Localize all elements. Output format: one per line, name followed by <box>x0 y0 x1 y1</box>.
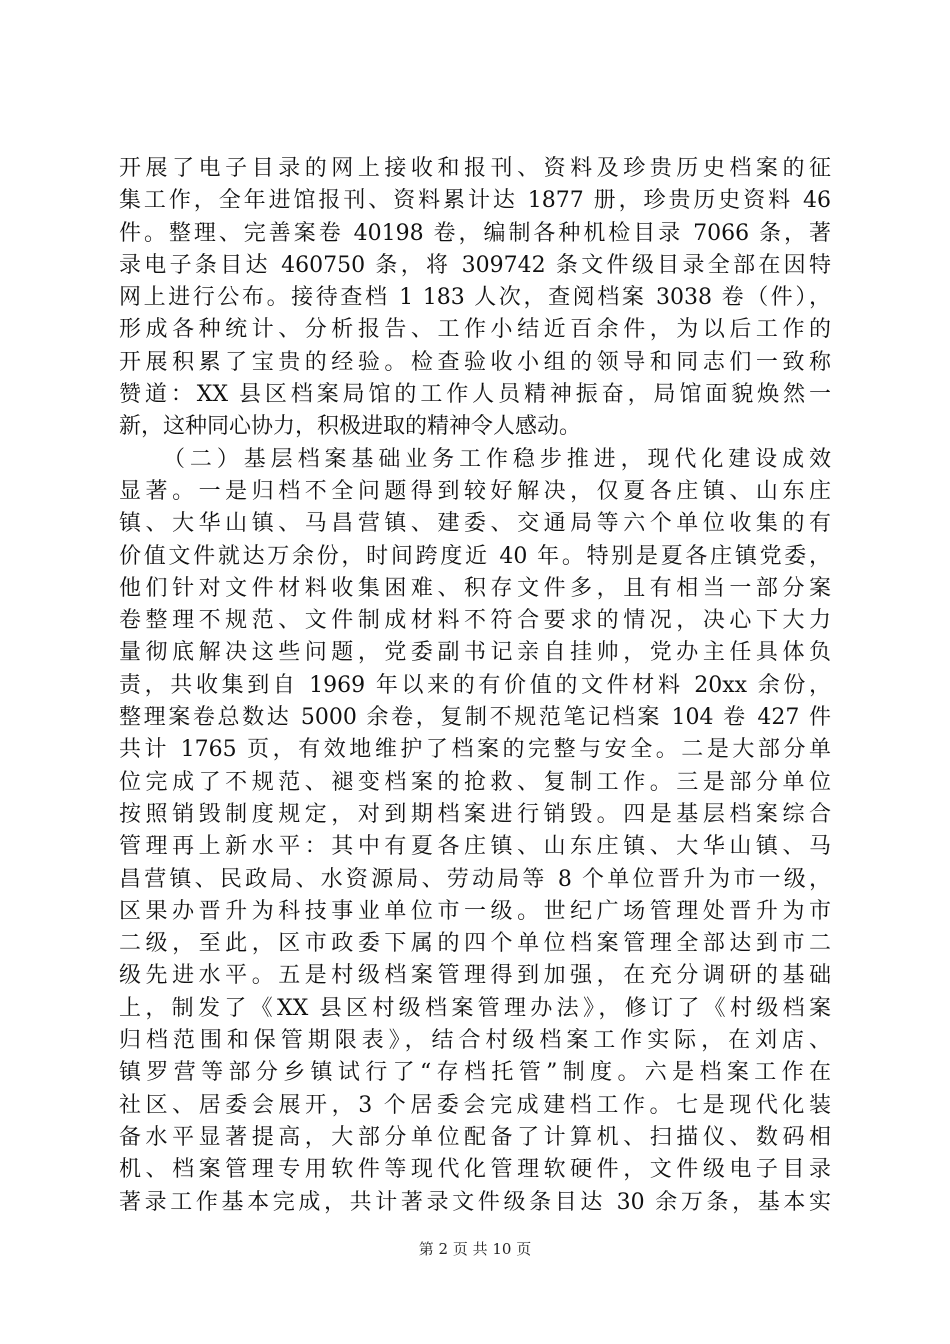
text-line: 级先进水平。五是村级档案管理得到加强，在充分调研的基础 <box>119 963 831 989</box>
text-line: 镇、大华山镇、马昌营镇、建委、交通局等六个单位收集的有 <box>119 511 831 537</box>
paragraph-end-line: 新，这种同心协力，积极进取的精神令人感动。 <box>119 414 582 440</box>
page-footer <box>0 1238 950 1259</box>
text-line: 整理案卷总数达 5000 余卷，复制不规范笔记档案 104 卷 427 件 <box>119 705 831 731</box>
text-line: 按照销毁制度规定，对到期档案进行销毁。四是基层档案综合 <box>119 801 831 827</box>
text-line: 录电子条目达 460750 条，将 309742 条文件级目录全部在因特 <box>119 252 831 278</box>
text-line: 显著。一是归档不全问题得到较好解决，仅夏各庄镇、山东庄 <box>119 478 831 504</box>
text-line: 他们针对文件材料收集困难、积存文件多，且有相当一部分案 <box>119 575 831 601</box>
document-body <box>119 153 831 1219</box>
text-line: 责，共收集到自 1969 年以来的有价值的文件材料 20xx 余份， <box>119 672 831 698</box>
text-line: 共计 1765 页，有效地维护了档案的完整与安全。二是大部分单 <box>119 737 831 763</box>
text-line: 网上进行公布。接待查档 1 183 人次，查阅档案 3038 卷（件）， <box>119 285 831 311</box>
text-line: 件。整理、完善案卷 40198 卷，编制各种机检目录 7066 条，著 <box>119 220 831 246</box>
text-line: 昌营镇、民政局、水资源局、劳动局等 8 个单位晋升为市一级， <box>119 866 831 892</box>
text-line: 镇罗营等部分乡镇试行了“存档托管”制度。六是档案工作在 <box>119 1060 831 1086</box>
text-line: 社区、居委会展开，3 个居委会完成建档工作。七是现代化装 <box>119 1092 831 1118</box>
text-line: 形成各种统计、分析报告、工作小结近百余件，为以后工作的 <box>119 317 831 343</box>
paragraph-start-line: （二）基层档案基础业务工作稳步推进，现代化建设成效 <box>163 446 831 472</box>
text-line: 二级，至此，区市政委下属的四个单位档案管理全部达到市二 <box>119 931 831 957</box>
text-line: 集工作，全年进馆报刊、资料累计达 1877 册，珍贵历史资料 46 <box>119 188 831 214</box>
text-line: 著录工作基本完成，共计著录文件级条目达 30 余万条，基本实 <box>119 1189 831 1215</box>
text-line: 价值文件就达万余份，时间跨度近 40 年。特别是夏各庄镇党委， <box>119 543 831 569</box>
text-line: 卷整理不规范、文件制成材料不符合要求的情况，决心下大力 <box>119 608 831 634</box>
text-line: 归档范围和保管期限表》，结合村级档案工作实际，在刘店、 <box>119 1028 831 1054</box>
text-line: 量彻底解决这些问题，党委副书记亲自挂帅，党办主任具体负 <box>119 640 831 666</box>
text-line: 备水平显著提高，大部分单位配备了计算机、扫描仪、数码相 <box>119 1124 831 1150</box>
text-line: 位完成了不规范、褪变档案的抢救、复制工作。三是部分单位 <box>119 769 831 795</box>
text-line: 上，制发了《XX 县区村级档案管理办法》，修订了《村级档案 <box>119 995 831 1021</box>
text-line: 区果办晋升为科技事业单位市一级。世纪广场管理处晋升为市 <box>119 898 831 924</box>
text-line: 管理再上新水平：其中有夏各庄镇、山东庄镇、大华山镇、马 <box>119 834 831 860</box>
text-line: 赞道：XX 县区档案局馆的工作人员精神振奋，局馆面貌焕然一 <box>119 382 831 408</box>
text-line: 开展了电子目录的网上接收和报刊、资料及珍贵历史档案的征 <box>119 156 831 181</box>
text-line: 机、档案管理专用软件等现代化管理软硬件，文件级电子目录 <box>119 1157 831 1183</box>
page-number-label: 第 2 页 共 10 页 <box>418 1240 532 1258</box>
text-line: 开展积累了宝贵的经验。检查验收小组的领导和同志们一致称 <box>119 349 831 375</box>
